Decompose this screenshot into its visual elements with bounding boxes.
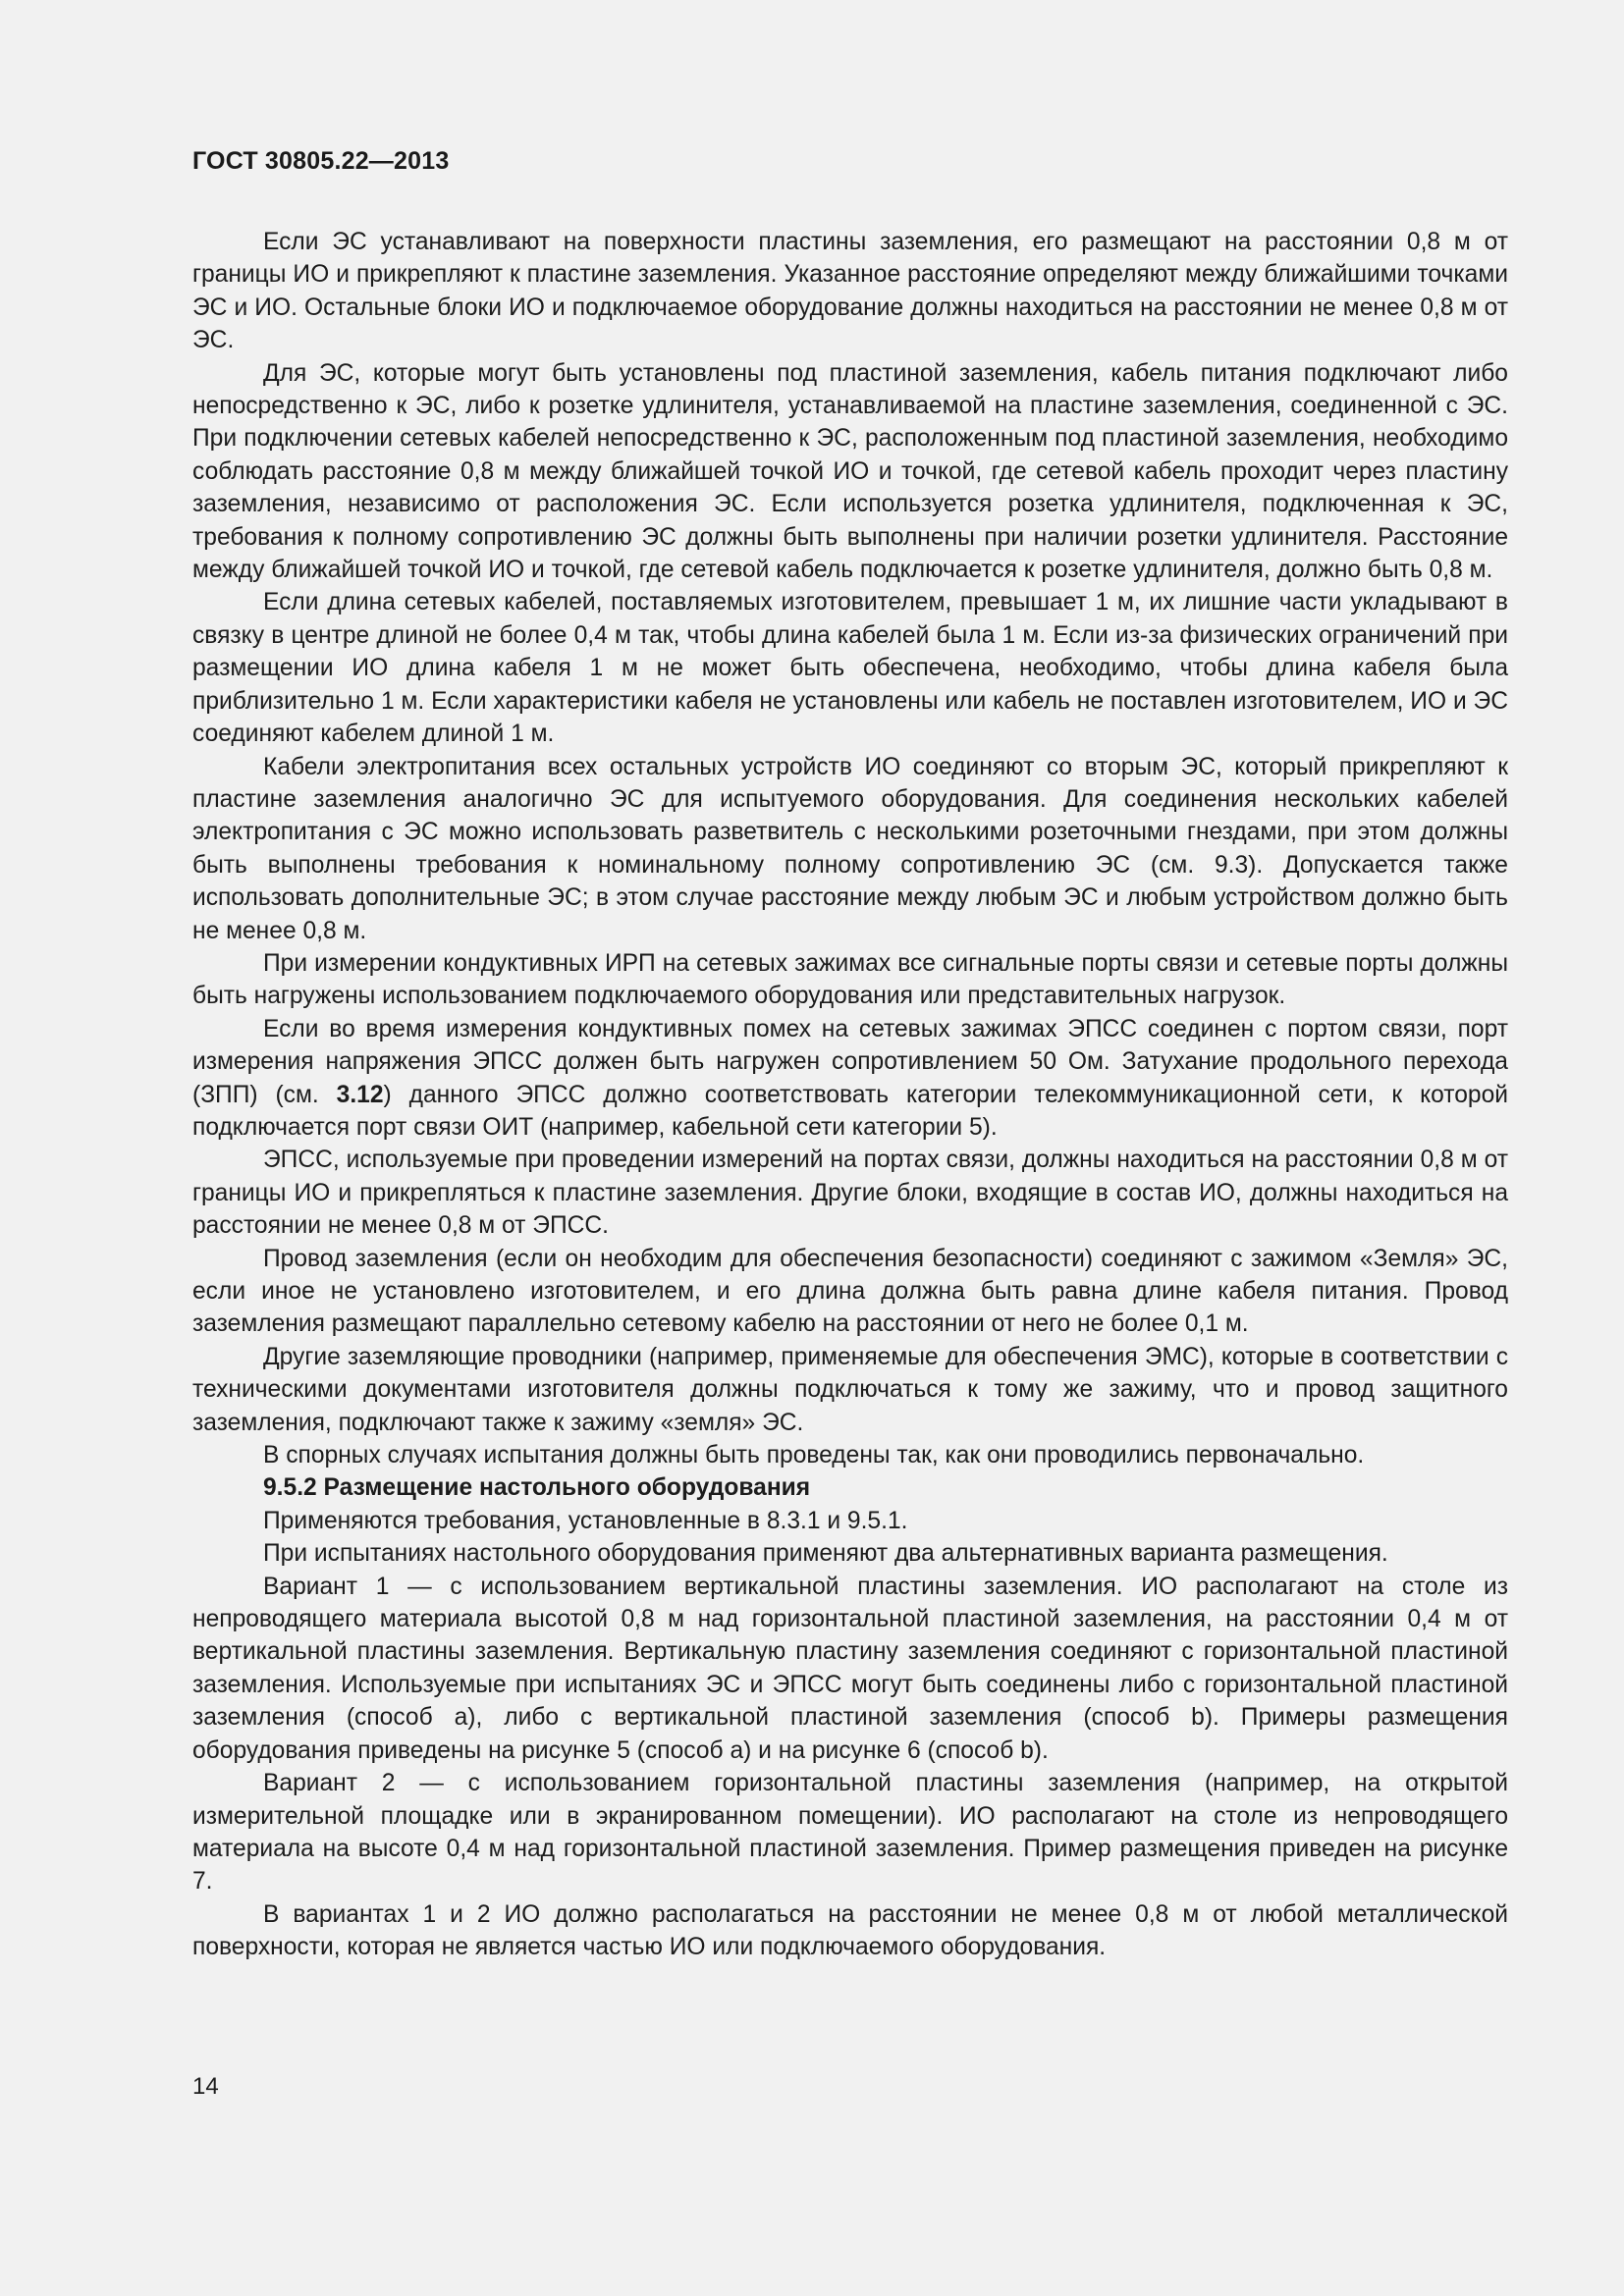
document-header: ГОСТ 30805.22—2013 (192, 147, 450, 175)
paragraph: Кабели электропитания всех остальных устройств ИО соединяют со вторым ЭС, который прикрепляют к пластине заземления аналогично ЭС для испытуемого оборудования. Для соединения нескольких кабелей электропитания с ЭС можно использовать разветвитель с несколькими розеточными гнездами, при этом должны быть выполнены требования к номинальному полному сопротивлению ЭС (см. 9.3). Допускается также использовать дополнительные ЭС; в этом случае расстояние между любым ЭС и любым устройством должно быть не менее 0,8 м. (192, 753, 1508, 944)
paragraph-text: Если во время измерения кондуктивных помех на сетевых зажимах ЭПСС соединен с портом связи, порт измерения напряжения ЭПСС должен быть нагружен сопротивлением 50 Ом. Затухание продольного перехода (ЗПП) (см. (192, 1015, 1508, 1108)
paragraph: При испытаниях настольного оборудования применяют два альтернативных варианта размещения. (263, 1540, 1388, 1568)
paragraph: Другие заземляющие проводники (например, применяемые для обеспечения ЭМС), которые в соответствии с техническими документами изготовителя должны подключаться к тому же зажиму, что и провод защитного заземления, подключают также к зажиму «земля» ЭС. (192, 1343, 1508, 1436)
section-heading: 9.5.2 Размещение настольного оборудования (263, 1474, 811, 1502)
paragraph: Вариант 2 — с использованием горизонтальной пластины заземления (например, на открытой измерительной площадке или в экранированном помещении). ИО располагают на столе из непроводящего материала на высоте 0,4 м над горизонтальной пластиной заземления. Пример размещения приведен на рисунке 7. (192, 1770, 1508, 1896)
paragraph: Вариант 1 — с использованием вертикальной пластины заземления. ИО располагают на столе из непроводящего материала высотой 0,8 м над горизонтальной пластиной заземления, на расстоянии 0,4 м от вертикальной пластины заземления. Вертикальную пластину заземления соединяют с горизонтальной пластиной заземления. Используемые при испытаниях ЭС и ЭПСС могут быть соединены либо с горизонтальной пластиной заземления (способ а), либо с вертикальной пластиной заземления (способ b). Примеры размещения оборудования приведены на рисунке 5 (способ а) и на рисунке 6 (способ b). (192, 1573, 1508, 1764)
section-reference: 3.12 (336, 1081, 384, 1108)
paragraph (192, 1013, 1508, 1145)
paragraph: Провод заземления (если он необходим для обеспечения безопасности) соединяют с зажимом «Земля» ЭС, если иное не установлено изготовителем, и его длина должна быть равна длине кабеля питания. Провод заземления размещают параллельно сетевому кабелю на расстоянии от него не более 0,1 м. (192, 1245, 1508, 1338)
paragraph: При измерении кондуктивных ИРП на сетевых зажимах все сигнальные порты связи и сетевые порты должны быть нагружены использованием подключаемого оборудования или представительных нагрузок. (192, 949, 1508, 1010)
paragraph-text: ) данного ЭПСС должно соответствовать категории телекоммуникационной сети, к которой подключается порт связи ОИТ (например, кабельной сети категории 5). (192, 1081, 1509, 1141)
paragraph: В спорных случаях испытания должны быть проведены так, как они проводились первоначально. (263, 1442, 1365, 1469)
paragraph: Если ЭС устанавливают на поверхности пластины заземления, его размещают на расстоянии 0,8 м от границы ИО и прикрепляют к пластине заземления. Указанное расстояние определяют между ближайшими точками ЭС и ИО. Остальные блоки ИО и подключаемое оборудование должны находиться на расстоянии не менее 0,8 м от ЭС. (192, 229, 1508, 354)
paragraph: Применяются требования, установленные в 8.3.1 и 9.5.1. (263, 1507, 908, 1534)
paragraph: ЭПСС, используемые при проведении измерений на портах связи, должны находиться на расстоянии 0,8 м от границы ИО и прикрепляться к пластине заземления. Другие блоки, входящие в состав ИО, должны находиться на расстоянии не менее 0,8 м от ЭПСС. (192, 1147, 1508, 1240)
paragraph: В вариантах 1 и 2 ИО должно располагаться на расстоянии не менее 0,8 м от любой металлической поверхности, которая не является частью ИО или подключаемого оборудования. (192, 1900, 1508, 1961)
body-text (192, 226, 1508, 1964)
paragraph: Если длина сетевых кабелей, поставляемых изготовителем, превышает 1 м, их лишние части укладывают в связку в центре длиной не более 0,4 м так, чтобы длина кабелей была 1 м. Если из-за физических ограничений при размещении ИО длина кабеля 1 м не может быть обеспечена, необходимо, чтобы длина кабеля была приблизительно 1 м. Если характеристики кабеля не установлены или кабель не поставлен изготовителем, ИО и ЭС соединяют кабелем длиной 1 м. (192, 589, 1508, 748)
page-number: 14 (192, 2073, 219, 2100)
paragraph: Для ЭС, которые могут быть установлены под пластиной заземления, кабель питания подключают либо непосредственно к ЭС, либо к розетке удлинителя, устанавливаемой на пластине заземления, соединенной с ЭС. При подключении сетевых кабелей непосредственно к ЭС, расположенным под пластиной заземления, необходимо соблюдать расстояние 0,8 м между ближайшей точкой ИО и точкой, где сетевой кабель проходит через пластину заземления, независимо от расположения ЭС. Если используется розетка удлинителя, подключенная к ЭС, требования к полному сопротивлению ЭС должны быть выполнены при наличии розетки удлинителя. Расстояние между ближайшей точкой ИО и точкой, где сетевой кабель подключается к розетке удлинителя, должно быть 0,8 м. (192, 359, 1508, 584)
